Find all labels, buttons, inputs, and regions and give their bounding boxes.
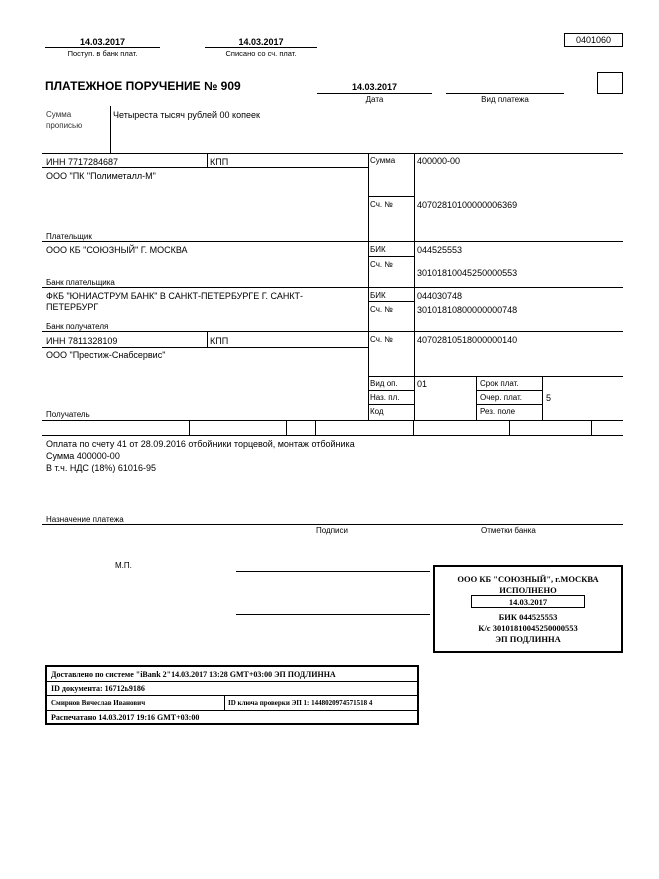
bank-stamp <box>433 565 623 653</box>
signature-line-2 <box>236 614 430 615</box>
order-date-label: Дата <box>365 95 384 104</box>
purpose-line-3: В т.ч. НДС (18%) 61016-95 <box>46 463 156 473</box>
esign-signer: Смирнов Вячеслав Иванович <box>51 699 146 707</box>
amount-words-label: Сумма <box>46 110 72 119</box>
priority-label: Очер. плат. <box>480 393 523 402</box>
payer-bank-label: Банк плательщика <box>46 278 115 287</box>
received-label: Поступ. в банк плат. <box>67 49 138 58</box>
form-code: 0401060 <box>575 35 612 45</box>
payer-label: Плательщик <box>46 232 92 241</box>
payee-bank-bik: 044030748 <box>417 291 463 301</box>
payee-bank-account: 30101810800000000748 <box>417 305 518 315</box>
amount-words: Четыреста тысяч рублей 00 копеек <box>113 110 260 120</box>
payer-bank-bik-label: БИК <box>370 245 386 254</box>
page-title: ПЛАТЕЖНОЕ ПОРУЧЕНИЕ № 909 <box>45 79 241 93</box>
stamp-place: М.П. <box>115 561 132 570</box>
payee-bank-account-label: Сч. № <box>370 305 393 314</box>
payer-bank-account: 30101810045250000553 <box>417 268 518 278</box>
received-date: 14.03.2017 <box>79 37 126 47</box>
payer-account: 40702810100000006369 <box>417 200 518 210</box>
stamp-corr-account: К/с 30101810045250000553 <box>478 623 578 633</box>
payee-inn: ИНН 7811328109 <box>46 336 118 346</box>
esign-doc-id: ID документа: 16712ь9186 <box>51 684 145 693</box>
payee-kpp-label: КПП <box>210 336 229 346</box>
stamp-date: 14.03.2017 <box>508 597 548 607</box>
purpose-line-2: Сумма 400000-00 <box>46 451 120 461</box>
payee-bank-bik-label: БИК <box>370 291 386 300</box>
signatures-label: Подписи <box>316 526 348 535</box>
payer-bank-account-label: Сч. № <box>370 260 393 269</box>
esign-delivered: Доставлено по системе "iBank 2"14.03.2017 13:28 GMT+03:00 ЭП ПОДЛИННА <box>51 670 336 679</box>
amount-value: 400000-00 <box>417 156 461 166</box>
term-label: Срок плат. <box>480 379 519 388</box>
purpose-label: Назначение платежа <box>46 515 124 524</box>
esign-printed: Распечатано 14.03.2017 19:16 GMT+03:00 <box>51 713 200 722</box>
received-date-line <box>45 47 160 48</box>
payee-bank-label: Банк получателя <box>46 322 109 331</box>
op-type-label: Вид оп. <box>370 379 398 388</box>
esign-key-id: ID ключа проверки ЭП 1: 1448020974571518 4 <box>228 699 373 707</box>
stamp-status: ИСПОЛНЕНО <box>499 585 557 595</box>
payee-account: 40702810518000000140 <box>417 335 518 345</box>
order-date-line <box>317 93 432 94</box>
payer-kpp-label: КПП <box>210 157 229 167</box>
payer-inn: ИНН 7717284687 <box>46 157 119 167</box>
payee-bank-name-1: ФКБ "ЮНИАСТРУМ БАНК" В САНКТ-ПЕТЕРБУРГЕ Г. САНКТ- <box>46 291 304 301</box>
reserve-label: Рез. поле <box>480 407 516 416</box>
signature-line-1 <box>236 571 430 572</box>
code-label: Код <box>370 407 384 416</box>
debited-label: Списано со сч. плат. <box>225 49 297 58</box>
esign-box <box>45 665 419 725</box>
bank-marks-label: Отметки банка <box>481 526 536 535</box>
purpose-line-1: Оплата по счету 41 от 28.09.2016 отбойники торцевой, монтаж отбойника <box>46 439 355 449</box>
payee-bank-name-2: ПЕТЕРБУРГ <box>46 302 99 312</box>
amount-words-label-2: прописью <box>46 121 83 130</box>
order-date: 14.03.2017 <box>351 82 398 92</box>
purpose-code-label: Наз. пл. <box>370 393 400 402</box>
amount-label: Сумма <box>370 156 396 165</box>
payment-type-line <box>446 93 564 94</box>
payee-label: Получатель <box>46 410 90 419</box>
payer-bank-bik: 044525553 <box>417 245 463 255</box>
payment-type-label: Вид платежа <box>481 95 529 104</box>
stamp-bank: ООО КБ "СОЮЗНЫЙ", г.МОСКВА <box>457 574 599 584</box>
priority: 5 <box>546 393 552 403</box>
stamp-box <box>597 72 623 94</box>
op-type: 01 <box>417 379 428 389</box>
payee-name: ООО "Престиж-Снабсервис" <box>46 350 166 360</box>
payer-account-label: Сч. № <box>370 200 393 209</box>
debited-date-line <box>205 47 317 48</box>
payer-bank-name: ООО КБ "СОЮЗНЫЙ" Г. МОСКВА <box>46 245 188 255</box>
debited-date: 14.03.2017 <box>238 37 284 47</box>
payee-account-label: Сч. № <box>370 335 393 344</box>
stamp-signature: ЭП ПОДЛИННА <box>495 634 561 644</box>
payer-name: ООО "ПК "Полиметалл-М" <box>46 171 156 181</box>
stamp-bik: БИК 044525553 <box>498 612 558 622</box>
